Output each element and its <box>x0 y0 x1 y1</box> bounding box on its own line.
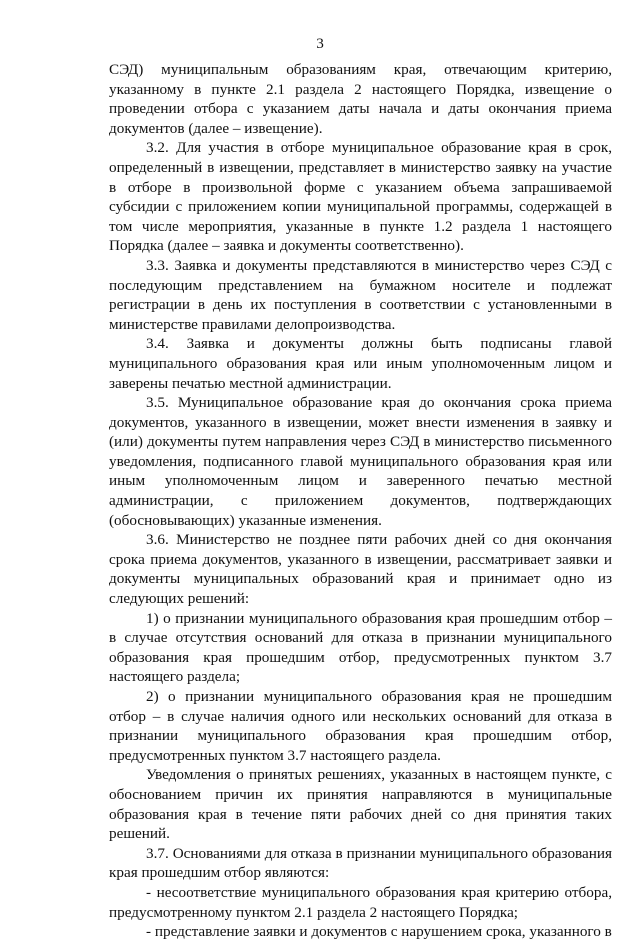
paragraph-3-3: 3.3. Заявка и документы представляются в министерство через СЭД с последующим представлением на бумажном носителе и подлежат регистрации в день их поступления в соответствии с установленными в министерстве правилами делопроизводства. <box>109 256 612 333</box>
paragraph-3-2: 3.2. Для участия в отборе муниципальное образование края в срок, определенный в извещении, представляет в министерство заявку на участие в отборе в произвольной форме с указанием объема запрашиваемой субсидии с приложением копии муниципальной программы, содержащей в том числе мероприятия, указанные в пункте 1.2 раздела 1 настоящего Порядка (далее – заявка и документы соответственно). <box>109 139 612 255</box>
list-item-decision-2: 2) о признании муниципального образования края не прошедшим отбор – в случае наличия одного или нескольких оснований для отказа в признании муниципального образования края прошедшим отбор, предусмотренных пунктом 3.7 настоящего раздела. <box>109 688 612 764</box>
paragraph-3-6: 3.6. Министерство не позднее пяти рабочих дней со дня окончания срока приема документов, указанного в извещении, рассматривает заявки и документы муниципальных образований края и принимает одно из следующих решений: <box>109 531 612 608</box>
paragraph-notifications: Уведомления о принятых решениях, указанных в настоящем пункте, с обоснованием причин их принятия направляются в муниципальные образования края в течение пяти рабочих дней со дня принятия таких решений. <box>109 766 612 843</box>
list-item-refusal-1: - несоответствие муниципального образования края критерию отбора, предусмотренному пунктом 2.1 раздела 2 настоящего Порядка; <box>109 883 612 921</box>
document-body <box>109 60 612 942</box>
paragraph-3-4: 3.4. Заявка и документы должны быть подписаны главой муниципального образования края или иным уполномоченным лицом и заверены печатью местной администрации. <box>109 335 612 392</box>
page-number: 3 <box>316 35 324 52</box>
paragraph-3-7: 3.7. Основаниями для отказа в признании муниципального образования края прошедшим отбор являются: <box>109 844 612 882</box>
list-item-decision-1: 1) о признании муниципального образования края прошедшим отбор – в случае отсутствия оснований для отказа в признании муниципального образования края прошедшим отбор, предусмотренных пунктом 3.7 настоящего раздела; <box>109 609 612 686</box>
list-item-refusal-2: - представление заявки и документов с нарушением срока, указанного в <box>146 923 612 941</box>
paragraph-3-5: 3.5. Муниципальное образование края до окончания срока приема документов, указанного в извещении, может внести изменения в заявку и (или) документы путем направления через СЭД в министерство письменного уведомления, подписанного главой муниципального образования края или иным уполномоченным лицом и заверенного печатью местной администрации, с приложением документов, подтверждающих (обосновывающих) указанные изменения. <box>109 394 612 529</box>
paragraph-3-1-continuation: СЭД) муниципальным образованиям края, отвечающим критерию, указанному в пункте 2.1 раздела 2 настоящего Порядка, извещение о проведении отбора с указанием даты начала и даты окончания приема документов (далее – извещение). <box>109 61 612 137</box>
